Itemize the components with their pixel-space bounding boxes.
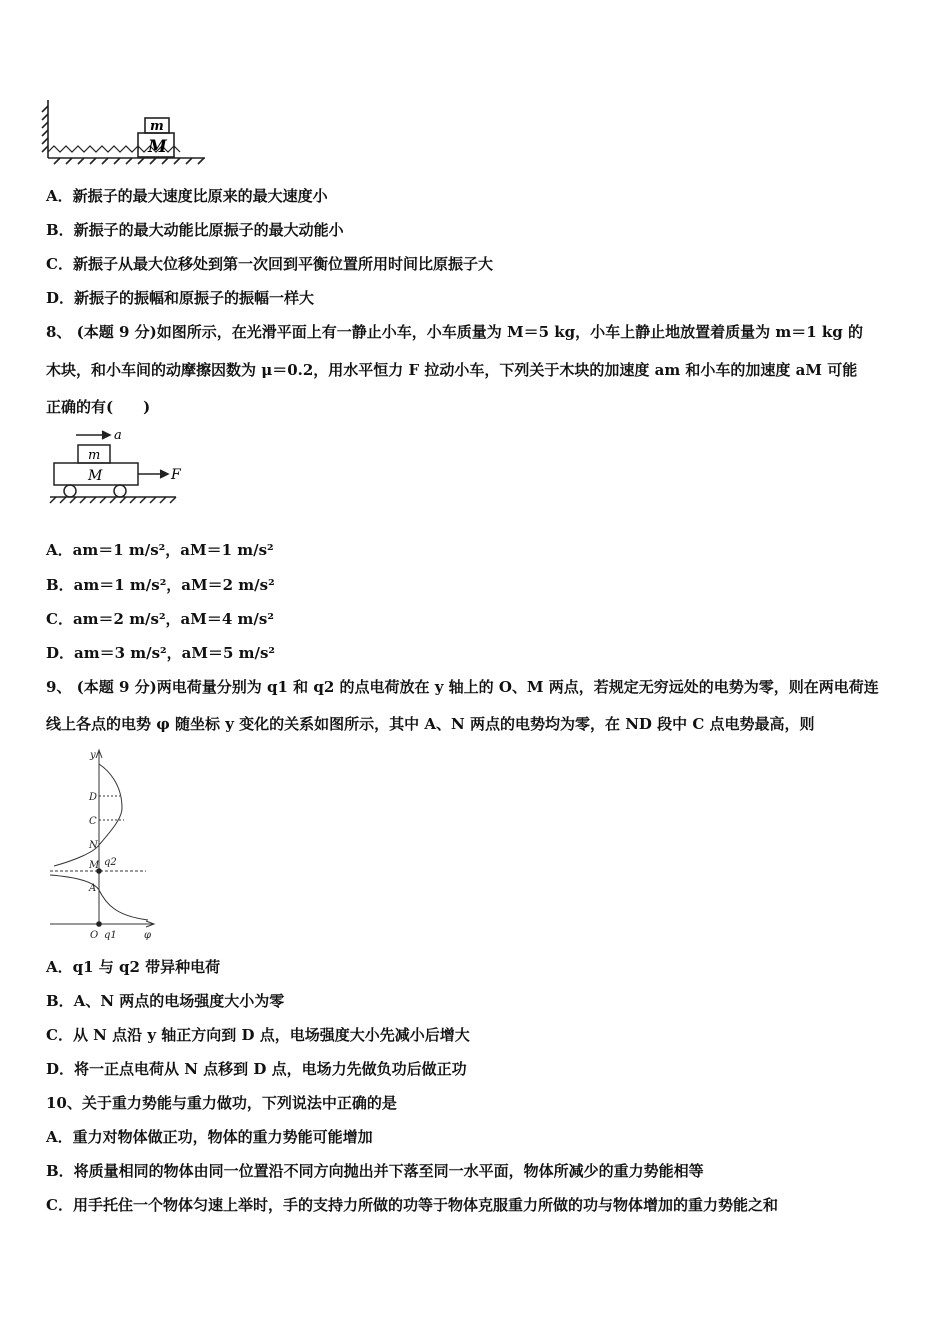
point-C-label: C xyxy=(89,816,97,827)
q8-option-a: A．am＝1 m/s²，aM＝1 m/s² xyxy=(46,541,274,559)
cart-block-figure xyxy=(46,425,196,507)
q7-option-b: B．新振子的最大动能比原振子的最大动能小 xyxy=(46,221,344,239)
point-A-label: A xyxy=(89,883,97,894)
q8-option-c: C．am＝2 m/s²，aM＝4 m/s² xyxy=(46,610,274,628)
q9-stem-line1: 9、 (本题 9 分)两电荷量分别为 q1 和 q2 的点电荷放在 y 轴上的 O、M 两点，若规定无穷远处的电势为零，则在两电荷连 xyxy=(46,678,879,696)
point-M-label: M xyxy=(89,860,100,871)
q10-option-a: A．重力对物体做正功，物体的重力势能可能增加 xyxy=(46,1128,373,1146)
charge-q2-label: q2 xyxy=(104,857,117,868)
q10-option-c: C．用手托住一个物体匀速上举时，手的支持力所做的功等于物体克服重力所做的功与物体增加的重力势能之和 xyxy=(46,1196,778,1214)
cart-M-label: M xyxy=(88,468,103,484)
accel-a-label: a xyxy=(114,428,122,443)
axis-phi-label: φ xyxy=(144,930,152,941)
q10-option-b: B．将质量相同的物体由同一位置沿不同方向抛出并下落至同一水平面，物体所减少的重力势能相等 xyxy=(46,1162,704,1180)
block-m-label: m xyxy=(150,119,164,134)
q9-option-a: A．q1 与 q2 带异种电荷 xyxy=(46,958,221,976)
q8-stem-line3: 正确的有( ) xyxy=(46,398,151,416)
q8-stem-line1: 8、 (本题 9 分)如图所示，在光滑平面上有一静止小车，小车质量为 M＝5 kg，小车上静止地放置着质量为 m＝1 kg 的 xyxy=(46,323,863,341)
spring-mass-figure xyxy=(40,96,210,166)
q8-option-d: D．am＝3 m/s²，aM＝5 m/s² xyxy=(46,644,275,662)
q7-option-d: D．新振子的振幅和原振子的振幅一样大 xyxy=(46,289,315,307)
block-M-label: M xyxy=(148,137,167,157)
q7-option-a: A．新振子的最大速度比原来的最大速度小 xyxy=(46,187,328,205)
potential-graph xyxy=(46,744,166,944)
charge-q1-label: q1 xyxy=(104,930,117,941)
point-N-label: N xyxy=(89,840,98,851)
q9-option-d: D．将一正点电荷从 N 点移到 D 点，电场力先做负功后做正功 xyxy=(46,1060,467,1078)
q8-option-b: B．am＝1 m/s²，aM＝2 m/s² xyxy=(46,576,275,594)
axis-y-label: y xyxy=(90,750,96,761)
force-F-label: F xyxy=(171,467,181,483)
q7-option-c: C．新振子从最大位移处到第一次回到平衡位置所用时间比原振子大 xyxy=(46,255,493,273)
q9-option-b: B．A、N 两点的电场强度大小为零 xyxy=(46,992,285,1010)
block-m-label: m xyxy=(88,448,101,463)
q8-stem-line2: 木块，和小车间的动摩擦因数为 μ＝0.2，用水平恒力 F 拉动小车，下列关于木块的加速度 am 和小车的加速度 aM 可能 xyxy=(46,361,858,379)
origin-O-label: O xyxy=(90,930,99,941)
q9-stem-line2: 线上各点的电势 φ 随坐标 y 变化的关系如图所示，其中 A、N 两点的电势均为零，在 ND 段中 C 点电势最高，则 xyxy=(46,715,815,733)
q9-option-c: C．从 N 点沿 y 轴正方向到 D 点，电场强度大小先减小后增大 xyxy=(46,1026,470,1044)
point-D-label: D xyxy=(89,792,98,803)
q10-stem: 10、关于重力势能与重力做功，下列说法中正确的是 xyxy=(46,1094,397,1112)
